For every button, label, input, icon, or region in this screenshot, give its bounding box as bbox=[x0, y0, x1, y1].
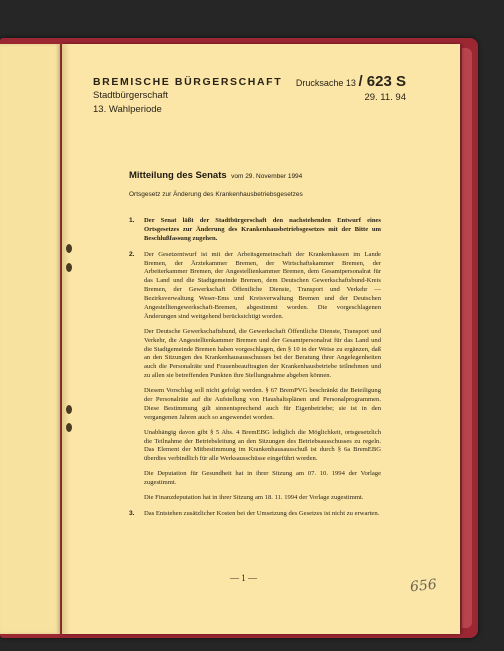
paragraph: Die Deputation für Gesundheit hat in ihrer Sitzung am 07. 10. 1994 der Vorlage zugestimmt. bbox=[144, 470, 381, 487]
document-date: 29. 11. 94 bbox=[364, 92, 406, 103]
doc-number: / 623 S bbox=[358, 73, 406, 90]
punch-hole bbox=[66, 244, 72, 253]
punch-hole bbox=[66, 263, 72, 272]
document-subject: Ortsgesetz zur Änderung des Krankenhausbetriebsgesetzes bbox=[129, 191, 303, 198]
document-number bbox=[296, 73, 406, 90]
numbered-item bbox=[129, 510, 381, 519]
numbered-item bbox=[129, 251, 381, 503]
item-number: 2. bbox=[129, 250, 135, 258]
document-title bbox=[129, 165, 302, 183]
paragraph: Diesem Vorschlag soll nicht gefolgt werden. § 67 BremPVG beschränkt die Beteiligung der Personalräte auf die Aufstellung von Haushaltsplänen und Personalprogrammen. Diese Bestimmung gilt sinnentsprechend auch für Eigenbetriebe; sie ist in den vergangenen Jahren auch so angewendet worden. bbox=[144, 387, 381, 421]
handwritten-note: 656 bbox=[409, 576, 438, 596]
paragraph: Der Gesetzentwurf ist mit der Arbeitsgemeinschaft der Krankenkassen im Lande Bremen, der Ärztekammer Bremen, der Wirtschaftskammer Bremen, der Arbeiterkammer Bremen, der Angestelltenkammer Bremen, dem Gesamtpersonalrat für das Land und die Stadtgemeinde Bremen, dem Deutschen Gewerkschaftsbund-Kreis Bremen, der Gewerkschaft Öffentliche Dienste, Transport und Verkehr — Bezirksverwaltung Weser-Ems und Kreisverwaltung Bremen und der Deutschen Angestelltengewerkschaft-Bremen, abgestimmt worden. Die vorgeschlagenen Änderungen sind weitgehend berücksichtigt worden. bbox=[144, 250, 381, 320]
paragraph: Die Finanzdeputation hat in ihrer Sitzung am 18. 11. 1994 der Vorlage zugestimmt. bbox=[144, 494, 364, 502]
legislative-period: 13. Wahlperiode bbox=[93, 104, 162, 115]
previous-page-strip bbox=[0, 44, 60, 634]
punch-hole bbox=[66, 423, 72, 432]
item-number: 3. bbox=[129, 509, 135, 517]
paragraph: Der Deutsche Gewerkschaftsbund, die Gewerkschaft Öffentliche Dienste, Transport und Verkehr, die Angestelltenkammer Bremen und der Gesamtpersonalrat für das Land und die Stadtgemeinde Bremen haben vorgeschlagen, den § 10 in der Weise zu ergänzen, daß an den Sitzungen des Krankenhausausschusses bei der Beratung ihrer Angelegenheiten auch die Personalräte und Frauenbeauftragten der Krankenhausbetriebe teilnehmen und zu allen sie betreffenden Punkten ihre Stellungnahme abgeben können. bbox=[144, 327, 381, 380]
title-date: vom 29. November 1994 bbox=[231, 173, 303, 180]
page-number: — 1 — bbox=[230, 573, 257, 583]
folder-edge bbox=[462, 48, 472, 628]
paragraph: Unabhängig davon gibt § 5 Abs. 4 BremEBG lediglich die Möglichkeit, ortsgesetzlich die Teilnahme der Betriebsleitung an den Sitzungen des Betriebsausschusses zu regeln. Das Element der Mitbestimmung im Krankenhausausschuß ist durch § 6a BremEBG überdies verbindlich für alle Werksausschüsse eingeführt worden. bbox=[144, 428, 381, 463]
numbered-item bbox=[129, 217, 381, 244]
chamber-name: Stadtbürgerschaft bbox=[93, 90, 168, 101]
title-main: Mitteilung des Senats bbox=[129, 170, 227, 181]
org-name: BREMISCHE BÜRGERSCHAFT bbox=[93, 76, 283, 88]
item-number: 1. bbox=[129, 217, 135, 224]
paragraph: Das Entstehen zusätzlicher Kosten bei der Umsetzung des Gesetzes ist nicht zu erwarten. bbox=[144, 509, 380, 517]
paragraph: Der Senat läßt der Stadtbürgerschaft den nachstehenden Entwurf eines Ortsgesetzes zur Änderung des Krankenhausbetriebsgesetzes mit der Bitte um Beschlußfassung zugehen. bbox=[144, 217, 381, 242]
page-fold-shadow bbox=[60, 44, 70, 634]
punch-hole bbox=[66, 405, 72, 414]
doc-label: Drucksache 13 bbox=[295, 78, 356, 88]
document-body bbox=[129, 217, 381, 526]
